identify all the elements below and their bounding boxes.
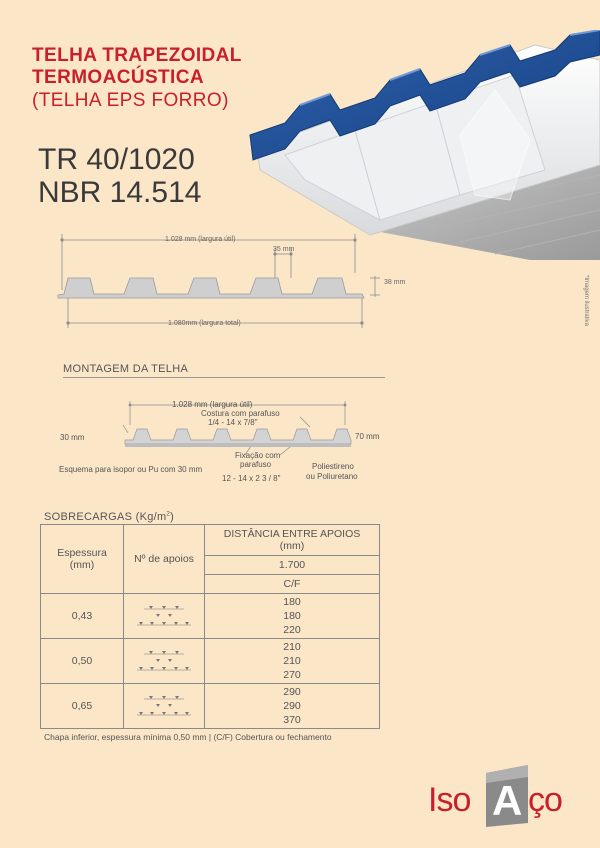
- seam-spec: 1/4 - 14 x 7/8": [208, 418, 258, 427]
- thickness-cell: 0,50: [41, 639, 124, 684]
- illustrative-image-note: *Imagem ilustrativa: [583, 275, 589, 327]
- table-row: [41, 639, 380, 684]
- fixing-label-1: Fixação com: [235, 451, 281, 460]
- profile-total-width: 1.080mm (largura total): [168, 320, 241, 327]
- distance-header: DISTÂNCIA ENTRE APOIOS (mm): [205, 525, 380, 556]
- profile-height: 38 mm: [384, 279, 406, 286]
- supports-diagram: [124, 639, 205, 684]
- supports-diagram: [124, 594, 205, 639]
- scheme-label: Esquema para isopor ou Pu com 30 mm: [59, 465, 203, 474]
- table-row: [41, 594, 380, 639]
- norm-code: NBR 14.514: [38, 176, 202, 209]
- seam-label: Costura com parafuso: [201, 409, 280, 418]
- values-cell: 180 180 220: [205, 594, 380, 639]
- core-label-1: Poliestireno: [312, 462, 354, 471]
- title-line-3: (TELHA EPS FORRO): [32, 90, 229, 111]
- title-line-1: TELHA TRAPEZOIDAL: [32, 45, 242, 66]
- table-note: Chapa inferior, espessura mínima 0,50 mm | (C/F) Cobertura ou fechamento: [44, 732, 332, 742]
- roof-panel-illustration: [245, 30, 600, 260]
- span-header: 1.700: [205, 556, 380, 575]
- loads-title: SOBRECARGAS $(Kg/m^2)$: [44, 511, 175, 523]
- profile-useful-width: 1.028 mm (largura útil): [165, 236, 236, 243]
- thickness-header: Espessura (mm): [41, 525, 124, 594]
- assembly-divider: [63, 377, 385, 378]
- fixing-spec: 12 - 14 x 2 3 / 8": [222, 474, 281, 483]
- assembly-title: MONTAGEM DA TELHA: [63, 363, 189, 375]
- cf-header: C/F: [205, 575, 380, 594]
- profile-pitch: 35 mm: [273, 246, 295, 253]
- loads-table: [40, 524, 380, 729]
- supports-header: Nº de apoios: [124, 525, 205, 594]
- model-code: TR 40/1020: [38, 143, 195, 176]
- title-line-2: TERMOACÚSTICA: [32, 67, 204, 88]
- values-cell: 290 290 370: [205, 684, 380, 729]
- left-thickness: 30 mm: [60, 433, 85, 442]
- core-label-2: ou Poliuretano: [306, 472, 358, 481]
- isoaco-logo: Iso A ço: [428, 763, 578, 827]
- assembly-useful-width: 1.028 mm (largura útil): [172, 400, 253, 409]
- thickness-cell: 0,43: [41, 594, 124, 639]
- supports-diagram: [124, 684, 205, 729]
- values-cell: 210 210 270: [205, 639, 380, 684]
- thickness-cell: 0,65: [41, 684, 124, 729]
- fixing-label-2: parafuso: [240, 460, 272, 469]
- table-row: [41, 684, 380, 729]
- right-thickness: 70 mm: [355, 432, 380, 441]
